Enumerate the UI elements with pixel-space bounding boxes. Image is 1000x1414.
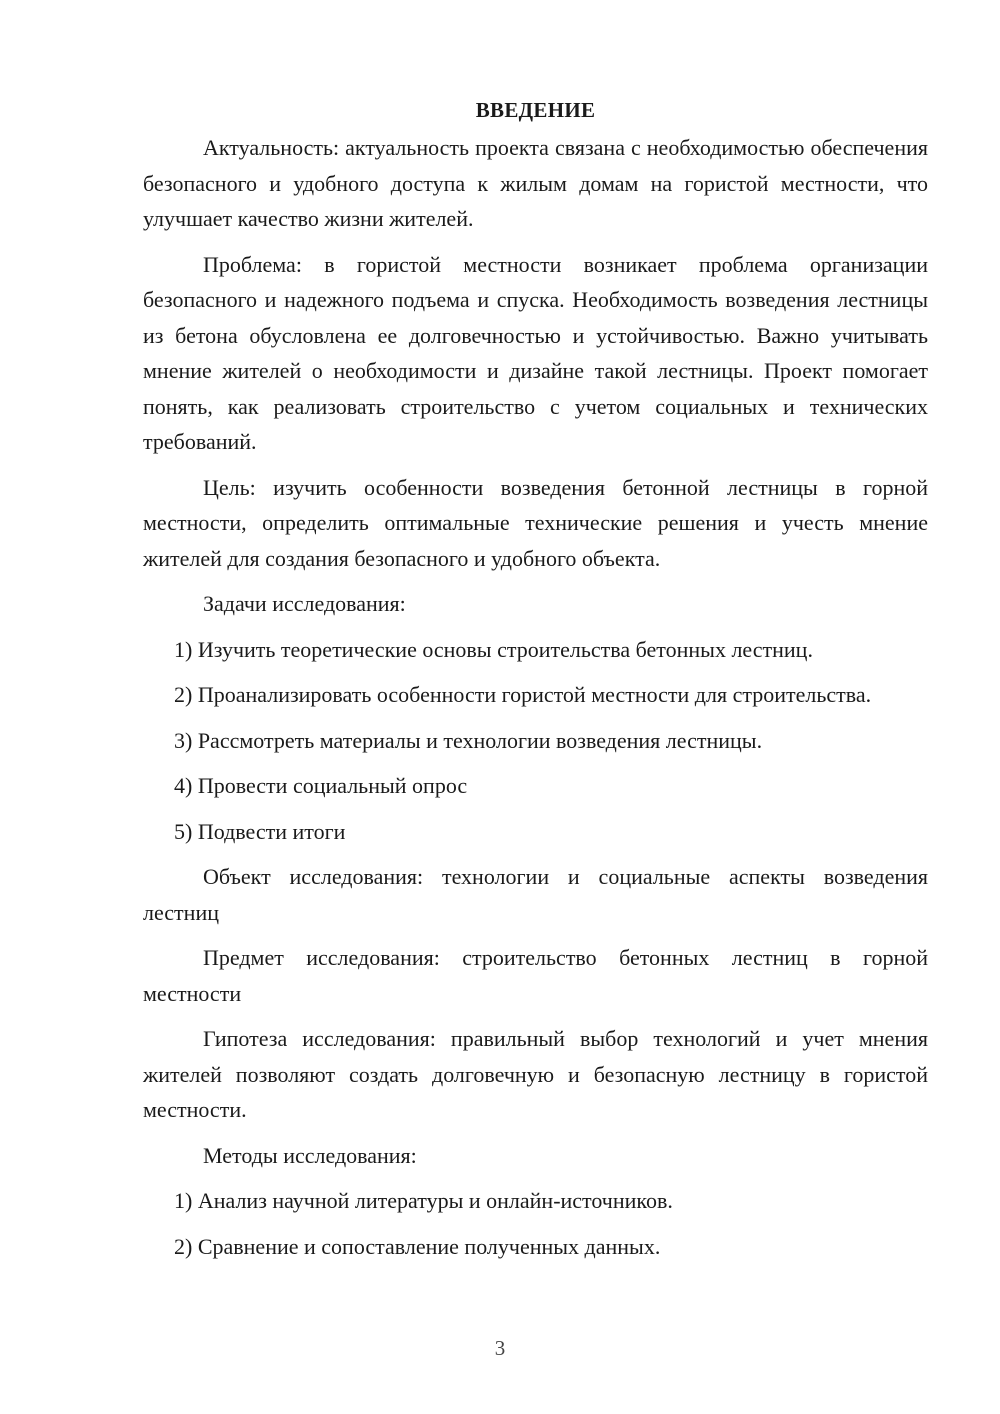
method-item-2: 2) Сравнение и сопоставление полученных данных. xyxy=(174,1233,661,1259)
paragraph-problem: Проблема: в гористой местности возникает проблема организации безопасного и надежного подъема и спуска. Необходимость возведения лестницы из бетона обусловлена ее долговечностью и устойчивостью. Важно учитывать мнение жителей о необходимости и дизайне такой лестницы. Проект помогает понять, как реализовать строительство с учетом социальных и технических требований. xyxy=(143,251,928,454)
page-number: 3 xyxy=(494,1336,506,1360)
paragraph-hypothesis: Гипотеза исследования: правильный выбор технологий и учет мнения жителей позволяют создать долговечную и безопасную лестницу в гористой местности. xyxy=(143,1026,928,1122)
paragraph-goal: Цель: изучить особенности возведения бетонной лестницы в горной местности, определить оптимальные технические решения и учесть мнение жителей для создания безопасного и удобного объекта. xyxy=(143,474,928,571)
task-item-3: 3) Рассмотреть материалы и технологии возведения лестницы. xyxy=(174,727,763,753)
document-heading: ВВЕДЕНИЕ xyxy=(475,98,596,122)
paragraph-methods-heading: Методы исследования: xyxy=(203,1142,417,1168)
document-page xyxy=(143,92,928,1274)
paragraph-subject: Предмет исследования: строительство бетонных лестниц в горной местности xyxy=(143,945,928,1006)
paragraph-object: Объект исследования: технологии и социальные аспекты возведения лестниц xyxy=(143,864,928,925)
paragraph-relevance: Актуальность: актуальность проекта связана с необходимостью обеспечения безопасного и удобного доступа к жилым домам на гористой местности, что улучшает качество жизни жителей. xyxy=(143,135,928,231)
method-item-1: 1) Анализ научной литературы и онлайн-источников. xyxy=(174,1188,673,1213)
paragraph-tasks-heading: Задачи исследования: xyxy=(203,591,406,616)
task-item-1: 1) Изучить теоретические основы строительства бетонных лестниц. xyxy=(174,636,813,662)
task-item-5: 5) Подвести итоги xyxy=(174,818,346,844)
task-item-2: 2) Проанализировать особенности гористой местности для строительства. xyxy=(174,682,872,707)
task-item-4: 4) Провести социальный опрос xyxy=(174,773,468,798)
